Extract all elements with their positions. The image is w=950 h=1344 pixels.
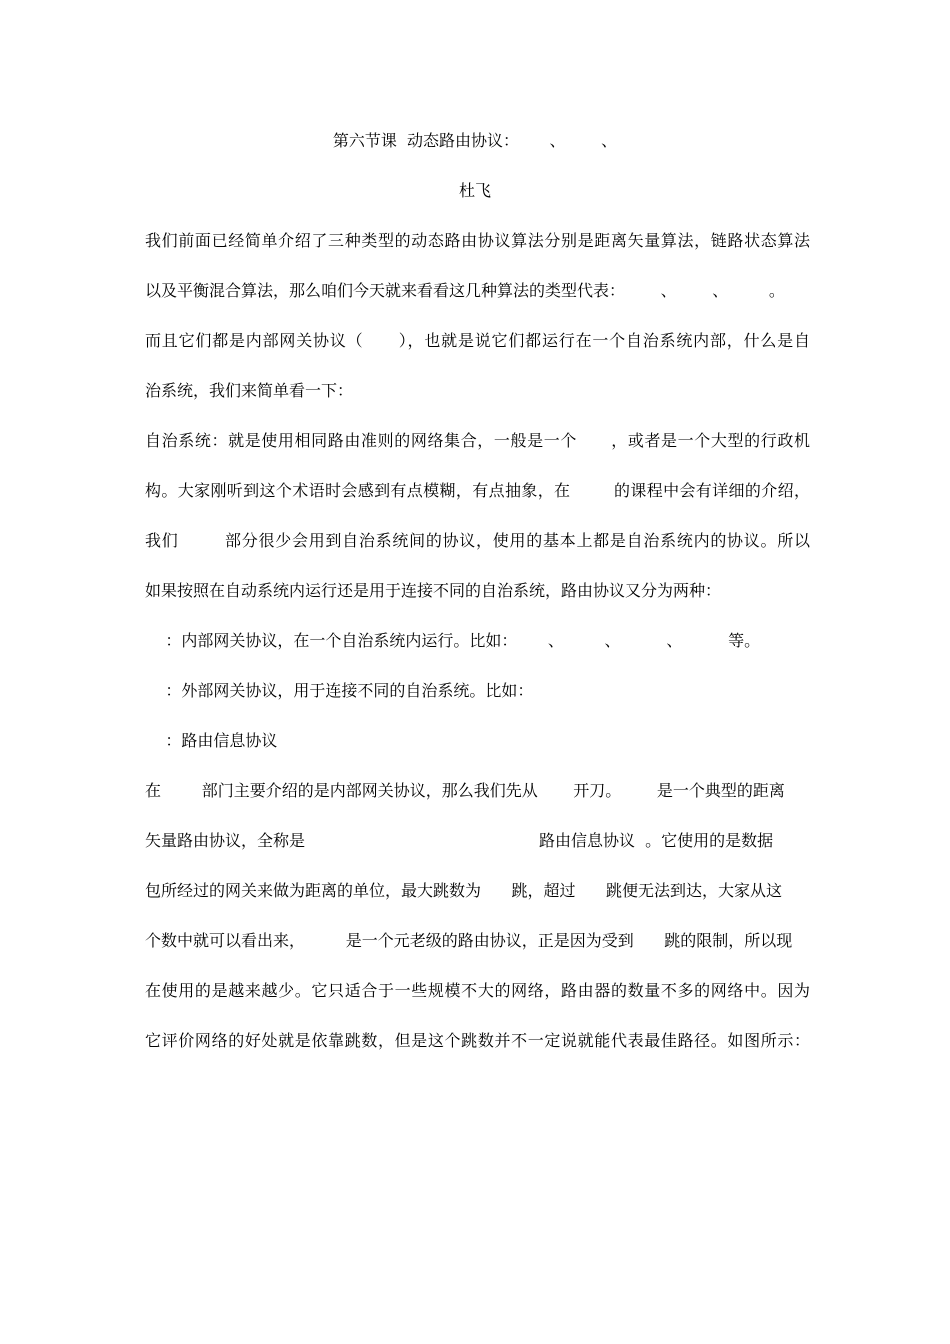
paragraph-line: 而且它们都是内部网关协议（ ），也就是说它们都运行在一个自治系统内部，什么是自 bbox=[145, 331, 810, 350]
paragraph-line: 包所经过的网关来做为距离的单位，最大跳数为 跳，超过 跳便无法到达，大家从这 bbox=[145, 881, 783, 900]
paragraph-line: 以及平衡混合算法，那么咱们今天就来看看这几种算法的类型代表： 、 、 。 bbox=[145, 281, 785, 300]
paragraph-line: 治系统，我们来简单看一下： bbox=[145, 381, 354, 400]
list-item: ：外部网关协议，用于连接不同的自治系统。比如： bbox=[145, 681, 534, 700]
paragraph-line: 如果按照在自动系统内运行还是用于连接不同的自治系统，路由协议又分为两种： bbox=[145, 581, 722, 600]
document-author: 杜飞 bbox=[458, 181, 491, 200]
paragraph-line: 构。大家刚听到这个术语时会感到有点模糊，有点抽象，在 的课程中会有详细的介绍， bbox=[145, 481, 810, 500]
paragraph-line: 在 部门主要介绍的是内部网关协议，那么我们先从 开刀。 是一个典型的距离 bbox=[145, 781, 785, 800]
paragraph-line: 它评价网络的好处就是依靠跳数，但是这个跳数并不一定说就能代表最佳路径。如图所示： bbox=[145, 1031, 810, 1050]
paragraph-line: 我们 部分很少会用到自治系统间的协议，使用的基本上都是自治系统内的协议。所以 bbox=[145, 531, 810, 550]
paragraph-line: 自治系统：就是使用相同路由准则的网络集合，一般是一个 ，或者是一个大型的行政机 bbox=[145, 431, 810, 450]
list-item: ：路由信息协议 bbox=[145, 731, 278, 750]
paragraph-line: 个数中就可以看出来， 是一个元老级的路由协议，正是因为受到 跳的限制，所以现 bbox=[145, 931, 793, 950]
paragraph-line: 我们前面已经简单介绍了三种类型的动态路由协议算法分别是距离矢量算法，链路状态算法 bbox=[145, 231, 810, 250]
paragraph-line: 矢量路由协议，全称是 路由信息协议 。它使用的是数据 bbox=[145, 831, 774, 850]
document-title: 第六节课 动态路由协议： 、 、 bbox=[332, 131, 618, 150]
paragraph-line: 在使用的是越来越少。它只适合于一些规模不大的网络，路由器的数量不多的网络中。因为 bbox=[145, 981, 810, 1000]
list-item: ：内部网关协议，在一个自治系统内运行。比如： 、 、 、 等。 bbox=[145, 631, 761, 650]
